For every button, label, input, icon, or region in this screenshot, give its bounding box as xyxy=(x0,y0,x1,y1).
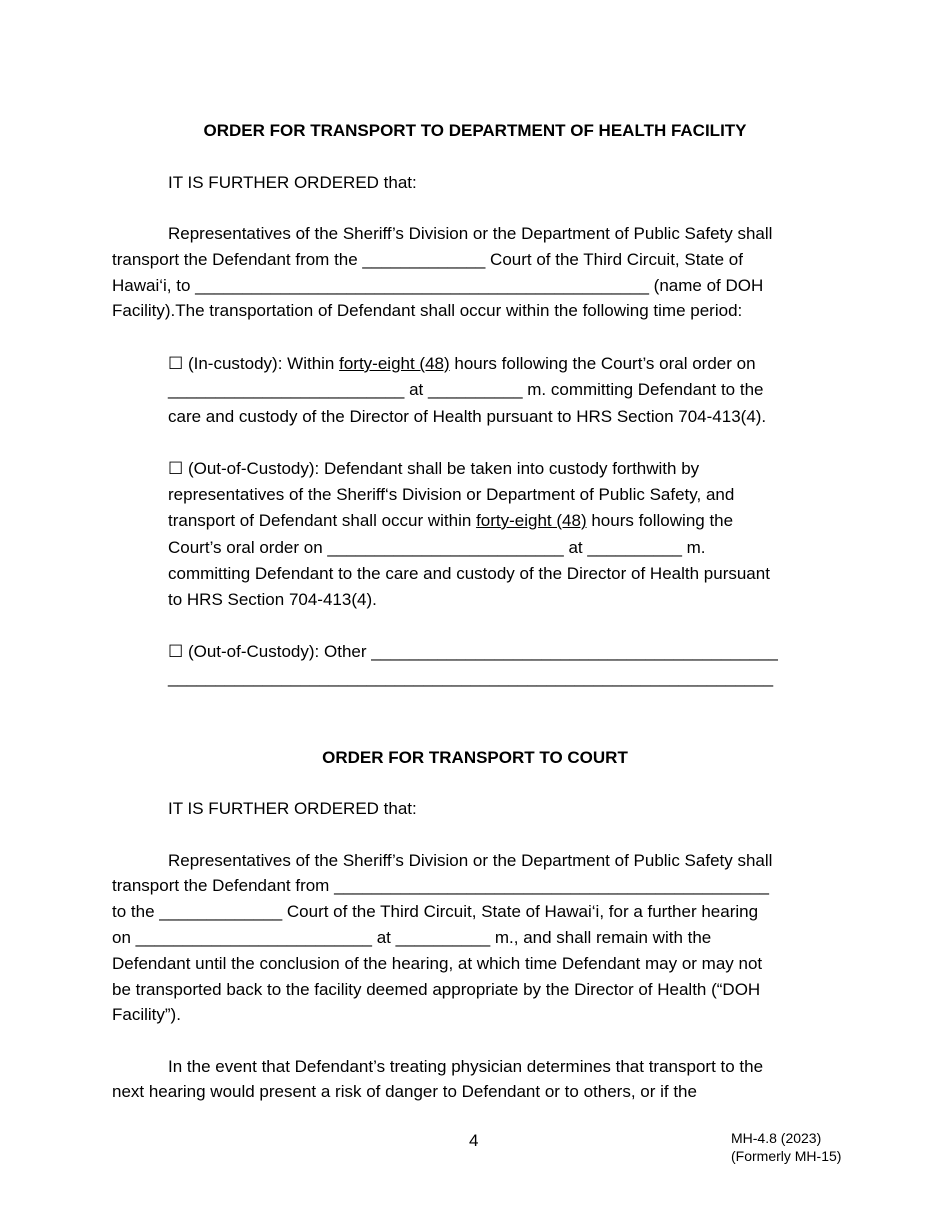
paragraph-line: Representatives of the Sheriff’s Division or the Department of Public Safety shall xyxy=(168,851,773,870)
option-out-of-custody[interactable]: ☐ (Out-of-Custody): Defendant shall be taken into custody forthwith by xyxy=(168,459,700,478)
option-line: ________________________________________________________________ xyxy=(168,668,774,687)
option-line: committing Defendant to the care and custody of the Director of Health pursuant xyxy=(168,564,770,583)
further-ordered-label: IT IS FURTHER ORDERED that: xyxy=(168,173,417,192)
underlined-time-period: forty-eight (48) xyxy=(476,511,587,530)
paragraph-line: next hearing would present a risk of danger to Defendant or to others, or if the xyxy=(112,1082,697,1101)
page-number: 4 xyxy=(469,1131,479,1150)
option-line: care and custody of the Director of Health pursuant to HRS Section 704-413(4). xyxy=(168,407,767,426)
section-heading-court-transport: ORDER FOR TRANSPORT TO COURT xyxy=(322,748,628,767)
option-line: hours following the xyxy=(586,511,734,530)
option-line: representatives of the Sheriff‘s Division or Department of Public Safety, and xyxy=(168,485,735,504)
paragraph-line: be transported back to the facility deemed appropriate by the Director of Health (“DOH xyxy=(112,980,761,999)
underlined-time-period: forty-eight (48) xyxy=(339,354,450,373)
option-line: transport of Defendant shall occur within xyxy=(168,511,477,530)
paragraph-line: transport the Defendant from ______________________________________________ xyxy=(112,876,769,895)
section-heading-doh-transport: ORDER FOR TRANSPORT TO DEPARTMENT OF HEALTH FACILITY xyxy=(203,121,747,140)
option-line: ☐ (In-custody): Within xyxy=(168,354,340,373)
option-in-custody[interactable] xyxy=(168,354,756,374)
option-other[interactable]: ☐ (Out-of-Custody): Other ___________________________________________ xyxy=(168,642,778,661)
option-line: Court’s oral order on _________________________ at __________ m. xyxy=(168,538,706,557)
form-formerly: (Formerly MH-15) xyxy=(731,1148,842,1164)
form-id: MH-4.8 (2023) xyxy=(731,1130,822,1146)
option-line: hours following the Court’s oral order on xyxy=(449,354,756,373)
paragraph-line: transport the Defendant from the _____________ Court of the Third Circuit, State of xyxy=(112,250,743,269)
further-ordered-label: IT IS FURTHER ORDERED that: xyxy=(168,799,417,818)
paragraph-line: Facility).The transportation of Defendant shall occur within the following time period: xyxy=(112,301,743,320)
paragraph-line: to the _____________ Court of the Third Circuit, State of Hawai‘i, for a further hearing xyxy=(112,902,759,921)
paragraph-line: In the event that Defendant’s treating physician determines that transport to the xyxy=(168,1057,764,1076)
paragraph-line: on _________________________ at __________ m., and shall remain with the xyxy=(112,928,712,947)
option-line: to HRS Section 704-413(4). xyxy=(168,590,377,609)
paragraph-line: Hawai‘i, to ________________________________________________ (name of DOH xyxy=(112,276,764,295)
option-line xyxy=(168,511,733,531)
paragraph-line: Representatives of the Sheriff’s Division or the Department of Public Safety shall xyxy=(168,224,773,243)
paragraph-line: Facility”). xyxy=(112,1005,181,1024)
paragraph-line: Defendant until the conclusion of the hearing, at which time Defendant may or may not xyxy=(112,954,763,973)
option-line: _________________________ at __________ m. committing Defendant to the xyxy=(168,380,764,399)
